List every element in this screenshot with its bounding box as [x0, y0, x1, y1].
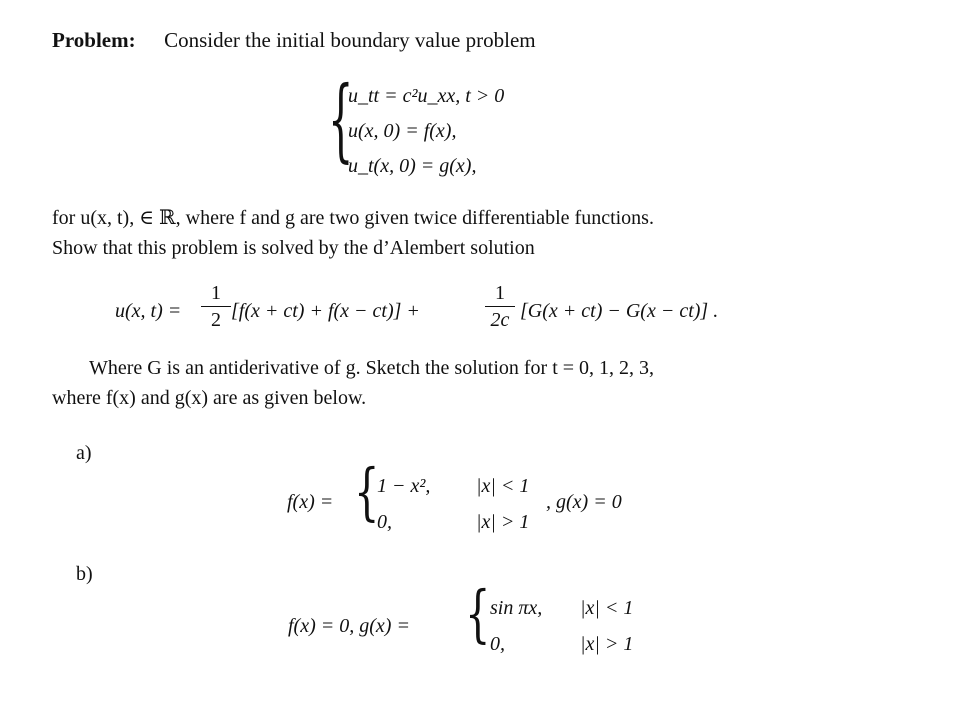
paragraph-2-line-2: where f(x) and g(x) are as given below. [52, 387, 367, 409]
part-b-case-2-cond: |x| > 1 [580, 633, 634, 655]
problem-intro: Consider the initial boundary value problem [164, 28, 536, 52]
problem-statement [52, 30, 536, 51]
part-b-brace: { [465, 579, 491, 651]
part-b-case-1-cond: |x| < 1 [580, 597, 634, 619]
formula-fraction-1-over-2c [485, 283, 515, 330]
paragraph-2-line-1: Where G is an antiderivative of g. Sketch the solution for t = 0, 1, 2, 3, [89, 357, 655, 379]
part-b-lhs: f(x) = 0, g(x) = [288, 615, 410, 637]
problem-heading: Problem: [52, 28, 136, 52]
part-a-lhs: f(x) = [287, 491, 334, 513]
formula-lhs: u(x, t) = [115, 300, 182, 322]
system-eq-2: u(x, 0) = f(x), [348, 120, 457, 142]
part-b-case-2-expr: 0, [490, 633, 505, 655]
paragraph-1-line-1: for u(x, t), ∈ ℝ, where f and g are two given twice differentiable functions. [52, 207, 654, 229]
formula-frac2-numerator: 1 [495, 282, 505, 304]
part-a-label: a) [76, 442, 92, 464]
formula-frac1-numerator: 1 [211, 282, 221, 304]
part-a-case-2-expr: 0, [377, 511, 392, 533]
formula-tail: [G(x + ct) − G(x − ct)] . [520, 300, 719, 322]
part-a-case-1-cond: |x| < 1 [476, 475, 530, 497]
paragraph-1-line-2: Show that this problem is solved by the d’Alembert solution [52, 237, 535, 259]
system-eq-1: u_tt = c²u_xx, t > 0 [348, 85, 505, 107]
formula-middle: [f(x + ct) + f(x − ct)] + [231, 300, 420, 322]
part-a-tail: , g(x) = 0 [546, 491, 622, 513]
formula-frac2-bar [485, 306, 515, 307]
part-a-case-2-cond: |x| > 1 [476, 511, 530, 533]
formula-frac1-denominator: 2 [211, 309, 221, 331]
part-a-brace: { [354, 457, 380, 529]
system-brace: { [328, 69, 354, 173]
part-a-case-1-expr: 1 − x², [377, 475, 431, 497]
formula-frac2-denominator: 2c [490, 309, 510, 331]
formula-frac1-bar [201, 306, 231, 307]
formula-fraction-half [201, 283, 231, 330]
system-eq-3: u_t(x, 0) = g(x), [348, 155, 477, 177]
part-b-label: b) [76, 563, 93, 585]
part-b-case-1-expr: sin πx, [490, 597, 543, 619]
